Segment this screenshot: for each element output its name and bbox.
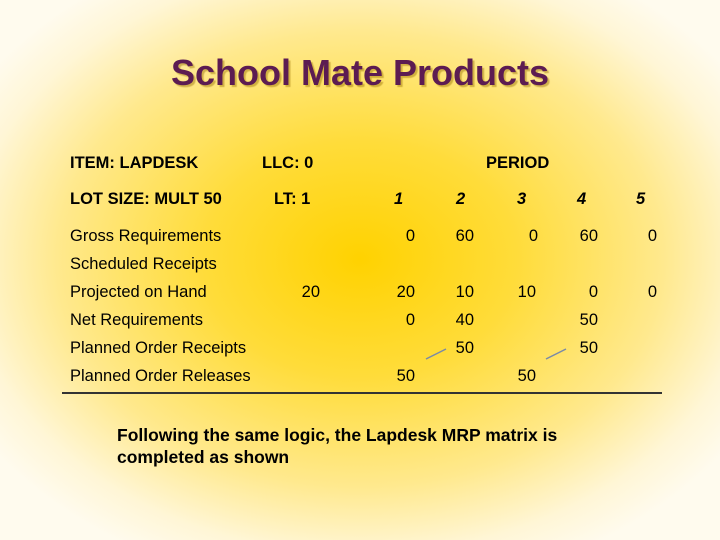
row-label-planned-order-receipts: Planned Order Receipts [70, 339, 247, 357]
table-cell: 10 [455, 283, 474, 301]
period-1-header: 1 [394, 190, 404, 208]
table-cell: 0 [647, 227, 657, 245]
connector-line [426, 349, 446, 359]
connector-line [546, 349, 566, 359]
table-cell: 60 [455, 227, 474, 245]
table-cell: 40 [455, 311, 474, 329]
table-cell: 10 [517, 283, 536, 301]
row-label-projected-on-hand: Projected on Hand [70, 283, 207, 301]
table-cell: 0 [588, 283, 598, 301]
initial-on-hand: 20 [301, 283, 320, 301]
table-cell: 50 [579, 339, 598, 357]
table-cell: 0 [528, 227, 538, 245]
period-label: PERIOD [486, 154, 550, 172]
table-cell: 50 [455, 339, 474, 357]
item-label: ITEM: LAPDESK [70, 154, 199, 172]
period-3-header: 3 [517, 190, 527, 208]
period-5-header: 5 [636, 190, 646, 208]
table-cell: 20 [396, 283, 415, 301]
table-bottom-rule [62, 392, 662, 394]
llc-label: LLC: 0 [262, 154, 314, 172]
table-cell: 0 [405, 227, 415, 245]
row-label-planned-order-releases: Planned Order Releases [70, 367, 251, 385]
period-4-header: 4 [577, 190, 587, 208]
slide-title: School Mate Products [170, 52, 550, 93]
row-label-gross-requirements: Gross Requirements [70, 227, 222, 245]
table-cell: 0 [405, 311, 415, 329]
table-cell: 50 [396, 367, 415, 385]
table-cell: 50 [517, 367, 536, 385]
period-2-header: 2 [456, 190, 466, 208]
table-cell: 60 [579, 227, 598, 245]
row-label-net-requirements: Net Requirements [70, 311, 203, 329]
slide-note: Following the same logic, the Lapdesk MRP matrix is completed as shown [117, 425, 558, 467]
table-cell: 50 [579, 311, 598, 329]
lot-size-label: LOT SIZE: MULT 50 [70, 190, 222, 208]
lead-time-label: LT: 1 [274, 190, 311, 208]
row-label-scheduled-receipts: Scheduled Receipts [70, 255, 217, 273]
table-cell: 0 [647, 283, 657, 301]
